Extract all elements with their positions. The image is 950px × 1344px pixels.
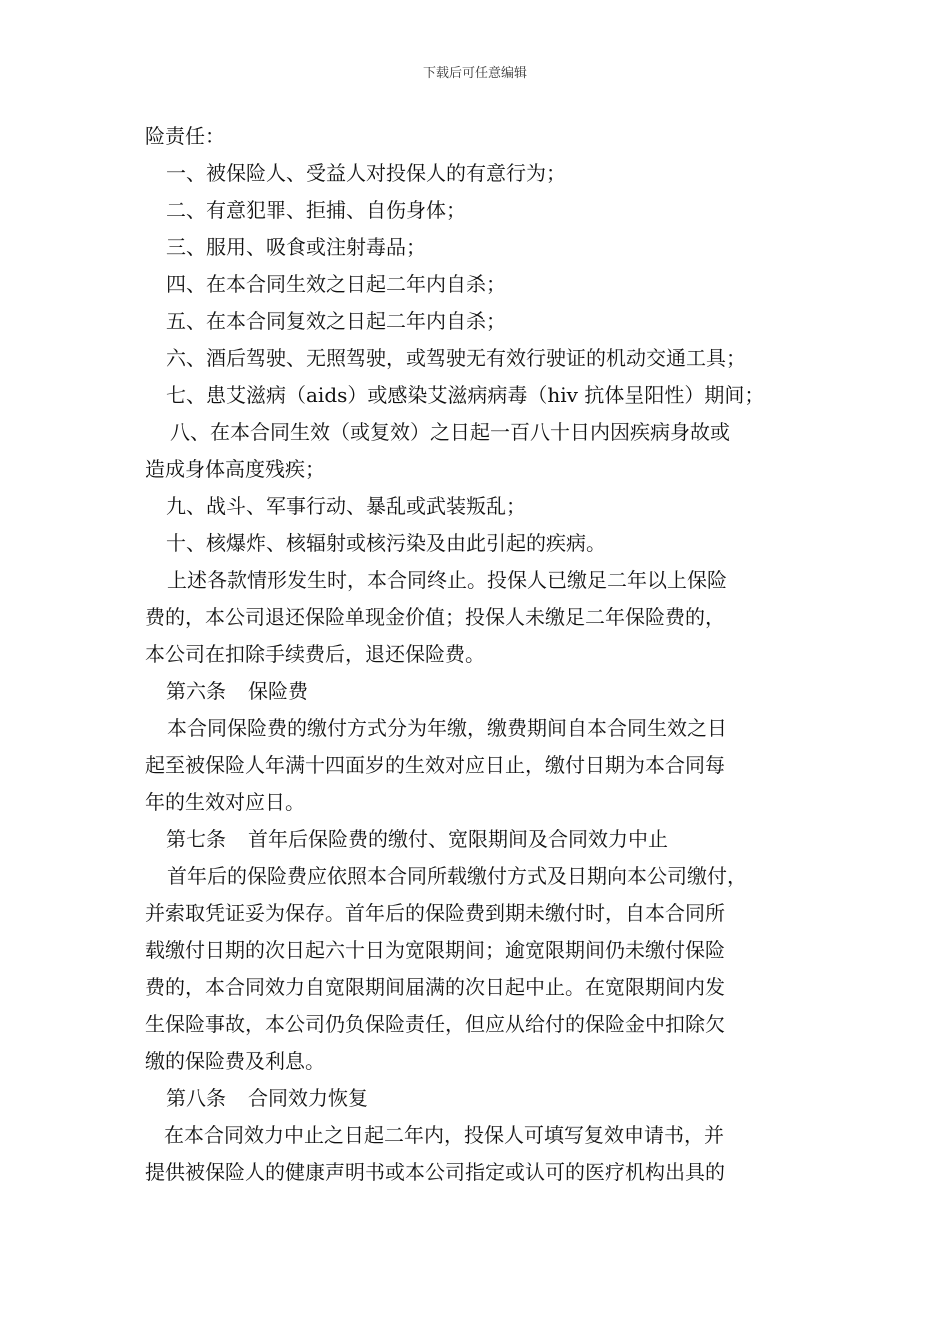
list-item: 七、患艾滋病（aids）或感染艾滋病病毒（hiv 抗体呈阳性）期间； — [166, 383, 765, 407]
paragraph-line: 年的生效对应日。 — [145, 790, 305, 814]
list-item: 四、在本合同生效之日起二年内自杀； — [166, 272, 506, 296]
article-number: 第六条 — [166, 679, 226, 703]
page-header: 下载后可任意编辑 — [422, 66, 527, 81]
article-number: 第八条 — [166, 1086, 226, 1110]
article-title: 首年后保险费的缴付、宽限期间及合同效力中止 — [248, 827, 668, 851]
document-body — [145, 118, 825, 1191]
article-title: 保险费 — [248, 679, 308, 703]
article-title: 合同效力恢复 — [248, 1086, 368, 1110]
article-heading — [145, 1080, 825, 1117]
paragraph-line: 并索取凭证妥为保存。首年后的保险费到期未缴付时，自本合同所 — [145, 901, 725, 925]
paragraph-line: 本合同保险费的缴付方式分为年缴，缴费期间自本合同生效之日 — [167, 716, 727, 740]
article-number: 第七条 — [166, 827, 226, 851]
paragraph-line: 本公司在扣除手续费后，退还保险费。 — [145, 642, 485, 666]
list-item: 三、服用、吸食或注射毒品； — [166, 235, 426, 259]
list-item: 九、战斗、军事行动、暴乱或武装叛乱； — [166, 494, 526, 518]
paragraph-line: 费的，本合同效力自宽限期间届满的次日起中止。在宽限期间内发 — [145, 975, 725, 999]
text-line: 造成身体高度残疾； — [145, 457, 325, 481]
text-line: 险责任： — [145, 124, 225, 148]
paragraph-line: 上述各款情形发生时，本合同终止。投保人已缴足二年以上保险 — [167, 568, 727, 592]
list-item: 十、核爆炸、核辐射或核污染及由此引起的疾病。 — [166, 531, 606, 555]
paragraph-line: 载缴付日期的次日起六十日为宽限期间；逾宽限期间仍未缴付保险 — [145, 938, 725, 962]
list-item: 五、在本合同复效之日起二年内自杀； — [166, 309, 506, 333]
paragraph-line: 首年后的保险费应依照本合同所载缴付方式及日期向本公司缴付， — [167, 864, 747, 888]
paragraph-line: 费的，本公司退还保险单现金价值；投保人未缴足二年保险费的， — [145, 605, 725, 629]
paragraph-line: 在本合同效力中止之日起二年内，投保人可填写复效申请书，并 — [164, 1123, 724, 1147]
list-item: 六、酒后驾驶、无照驾驶，或驾驶无有效行驶证的机动交通工具； — [166, 346, 746, 370]
paragraph-line: 生保险事故，本公司仍负保险责任，但应从给付的保险金中扣除欠 — [145, 1012, 725, 1036]
list-item: 二、有意犯罪、拒捕、自伤身体； — [166, 198, 466, 222]
paragraph-line: 提供被保险人的健康声明书或本公司指定或认可的医疗机构出具的 — [145, 1160, 725, 1184]
article-heading — [145, 821, 825, 858]
list-item: 一、被保险人、受益人对投保人的有意行为； — [166, 161, 566, 185]
article-heading — [145, 673, 825, 710]
list-item: 八、在本合同生效（或复效）之日起一百八十日内因疾病身故或 — [170, 420, 730, 444]
paragraph-line: 起至被保险人年满十四面岁的生效对应日止，缴付日期为本合同每 — [145, 753, 725, 777]
paragraph-line: 缴的保险费及利息。 — [145, 1049, 325, 1073]
